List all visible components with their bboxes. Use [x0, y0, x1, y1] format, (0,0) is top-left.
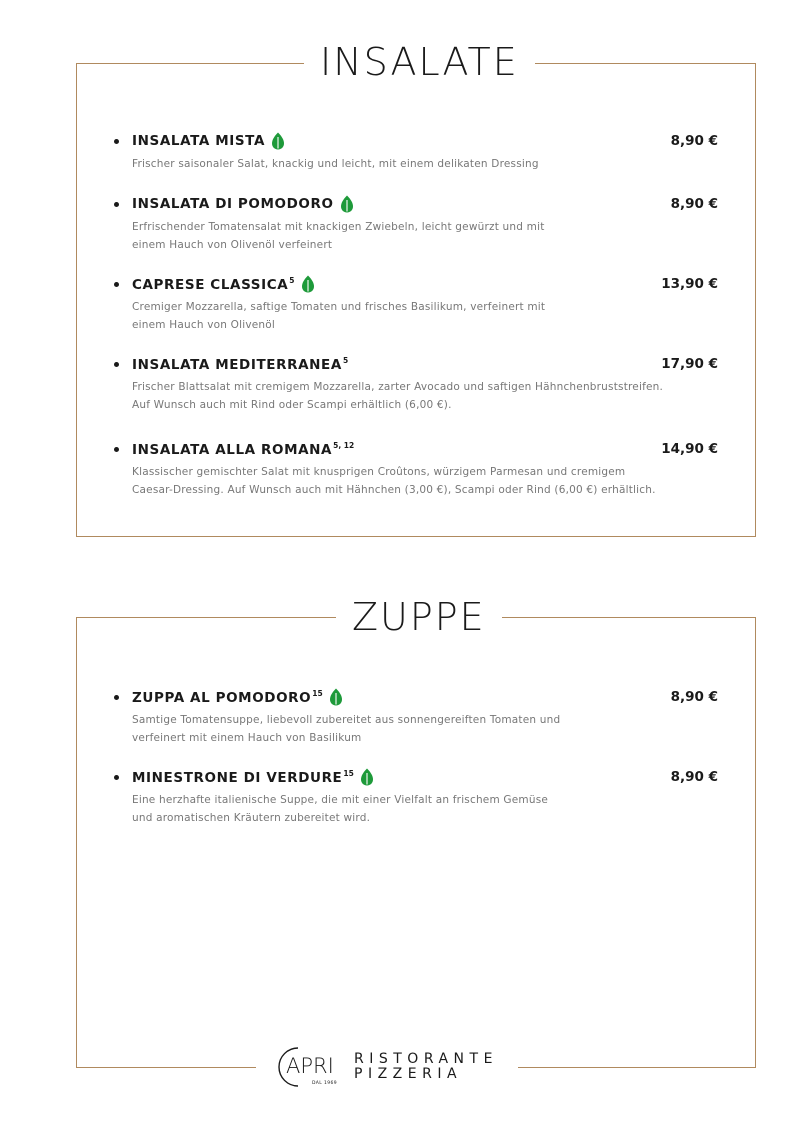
item-price: 13,90 € — [661, 276, 718, 292]
capri-logo-mark — [272, 1044, 346, 1090]
leaf-icon — [329, 688, 343, 706]
menu-item-insalata-mista — [114, 130, 718, 173]
bullet — [114, 447, 119, 452]
item-description: Frischer Blattsalat mit cremigem Mozzarella, zarter Avocado und saftigen Hähnchenbruststreifen. Auf Wunsch auch mit Rind oder Scampi erhältlich (6,00 €). — [132, 381, 664, 411]
item-price: 17,90 € — [661, 356, 718, 372]
item-name: INSALATA MISTA — [132, 133, 265, 149]
item-price: 14,90 € — [661, 441, 718, 457]
menu-item-minestrone-di-verdure — [114, 766, 718, 827]
bullet — [114, 282, 119, 287]
bullet — [114, 362, 119, 367]
bullet — [114, 139, 119, 144]
item-price: 8,90 € — [670, 196, 718, 212]
item-name: INSALATA MEDITERRANEA$^5$ — [132, 355, 349, 373]
bullet — [114, 695, 119, 700]
allergen-note: 15 — [343, 768, 354, 778]
allergen-note: 5 — [342, 355, 349, 365]
menu-item-insalata-mediterranea — [114, 353, 718, 414]
item-description: Cremiger Mozzarella, saftige Tomaten und frisches Basilikum, verfeinert mit einem Hauch von Olivenöl — [132, 301, 546, 331]
allergen-note: 5 — [289, 275, 295, 285]
menu-item-insalata-di-pomodoro — [114, 193, 718, 254]
menu-item-caprese-classica — [114, 273, 718, 334]
leaf-icon — [271, 132, 285, 150]
section-title-insalate: INSALATE — [304, 38, 535, 86]
item-description: Samtige Tomatensuppe, liebevoll zubereitet aus sonnengereiften Tomaten und verfeinert mit einem Hauch von Basilikum — [132, 714, 561, 744]
restaurant-logo — [256, 1044, 518, 1090]
logo-line-pizzeria: PIZZERIA — [354, 1066, 463, 1082]
menu-item-insalata-alla-romana — [114, 438, 718, 499]
item-name: MINESTRONE DI VERDURE$^{15}$ — [132, 768, 354, 786]
section-title-zuppe: ZUPPE — [336, 593, 502, 641]
logo-wordmark: APRI — [286, 1054, 334, 1078]
item-price: 8,90 € — [670, 769, 718, 785]
logo-line-ristorante: RISTORANTE — [354, 1051, 498, 1067]
item-price: 8,90 € — [670, 689, 718, 705]
leaf-icon — [301, 275, 315, 293]
item-name: INSALATA ALLA ROMANA$^{5, 12}$ — [132, 440, 355, 458]
leaf-icon — [340, 195, 354, 213]
item-description: Eine herzhafte italienische Suppe, die mit einer Vielfalt an frischem Gemüse und aromatischen Kräutern zubereitet wird. — [132, 794, 549, 824]
allergen-note: 5, 12 — [333, 440, 355, 450]
item-name: INSALATA DI POMODORO — [132, 196, 334, 212]
item-description: Erfrischender Tomatensalat mit knackigen Zwiebeln, leicht gewürzt und mit einem Hauch von Olivenöl verfeinert — [132, 221, 545, 251]
item-name: ZUPPA AL POMODORO$^{15}$ — [132, 688, 323, 706]
menu-item-zuppa-al-pomodoro — [114, 686, 718, 747]
item-description: Frischer saisonaler Salat, knackig und leicht, mit einem delikaten Dressing — [132, 158, 539, 170]
logo-tagline — [354, 1052, 498, 1082]
item-name: CAPRESE CLASSICA$^5$ — [132, 275, 295, 293]
soups-frame — [76, 617, 756, 1068]
bullet — [114, 202, 119, 207]
item-description: Klassischer gemischter Salat mit knusprigen Croûtons, würzigem Parmesan und cremigem Caesar-Dressing. Auf Wunsch auch mit Hähnchen (3,00 €), Scampi oder Rind (6,00 €) erhältlich. — [132, 466, 656, 496]
logo-since: DAL 1969 — [312, 1081, 338, 1086]
item-price: 8,90 € — [670, 133, 718, 149]
bullet — [114, 775, 119, 780]
allergen-note: 15 — [312, 688, 323, 698]
leaf-icon — [360, 768, 374, 786]
